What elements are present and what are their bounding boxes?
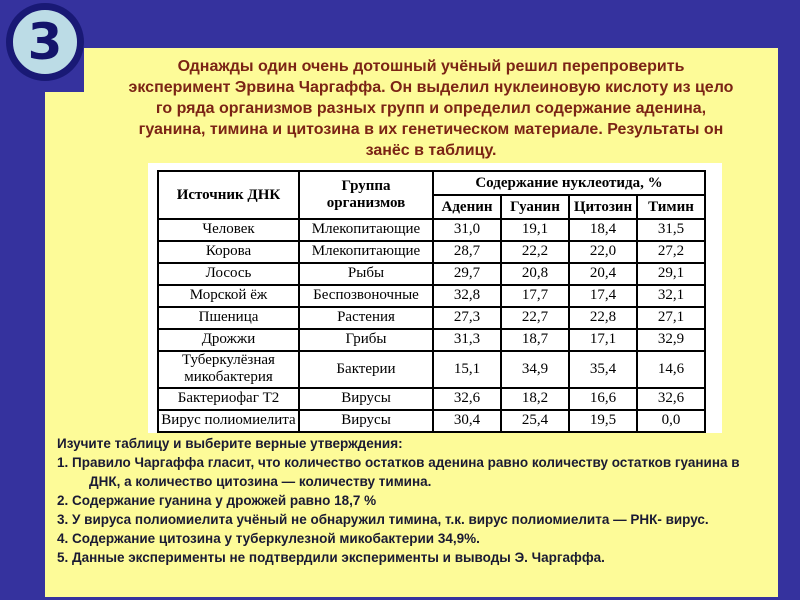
cell-thymine: 32,1: [637, 285, 705, 307]
cell-thymine: 32,6: [637, 388, 705, 410]
table-row: [158, 410, 705, 432]
col-header-adenine: Аденин: [433, 195, 501, 219]
cell-source: Дрожжи: [158, 329, 299, 351]
cell-source: Бактериофаг Т2: [158, 388, 299, 410]
intro-paragraph: [87, 56, 775, 161]
cell-adenine: 32,6: [433, 388, 501, 410]
table-row: [158, 285, 705, 307]
cell-guanine: 18,2: [501, 388, 569, 410]
statement-item-3: 3. У вируса полиомиелита учёный не обнаружил тимина, т.к. вирус полиомиелита — РНК- вирус.: [57, 512, 709, 527]
statement-item-2: 2. Содержание гуанина у дрожжей равно 18,7 %: [57, 493, 377, 508]
cell-group: Вирусы: [299, 410, 433, 432]
table-row: [158, 307, 705, 329]
cell-source: Лосось: [158, 263, 299, 285]
intro-line: гуанина, тимина и цитозина в их генетическом материале. Результаты он: [138, 121, 724, 138]
cell-guanine: 22,7: [501, 307, 569, 329]
table-header-row: [158, 171, 705, 195]
cell-thymine: 32,9: [637, 329, 705, 351]
statement-item-1: 1. Правило Чаргаффа гласит, что количество остатков аденина равно количеству остатков гуанина в ДНК, а количество цитозина — количеству тимина.: [57, 455, 740, 489]
col-header-group: Группа организмов: [299, 171, 433, 219]
cell-thymine: 27,2: [637, 241, 705, 263]
statement-item-5: 5. Данные эксперименты не подтвердили эксперименты и выводы Э. Чаргаффа.: [57, 550, 605, 565]
cell-guanine: 18,7: [501, 329, 569, 351]
cell-guanine: 19,1: [501, 219, 569, 241]
cell-cytosine: 22,8: [569, 307, 637, 329]
cell-thymine: 31,5: [637, 219, 705, 241]
table-row: [158, 351, 705, 388]
cell-source: Морской ёж: [158, 285, 299, 307]
statements-list: [57, 434, 773, 567]
slide-number: 3: [27, 13, 63, 71]
col-header-content: Содержание нуклеотида, %: [433, 171, 705, 195]
cell-guanine: 34,9: [501, 351, 569, 388]
cell-source: Вирус полиомиелита: [158, 410, 299, 432]
cell-adenine: 28,7: [433, 241, 501, 263]
cell-adenine: 31,3: [433, 329, 501, 351]
cell-source: Пшеница: [158, 307, 299, 329]
cell-cytosine: 22,0: [569, 241, 637, 263]
cell-adenine: 15,1: [433, 351, 501, 388]
cell-thymine: 29,1: [637, 263, 705, 285]
cell-group: Млекопитающие: [299, 241, 433, 263]
table-row: [158, 329, 705, 351]
cell-adenine: 31,0: [433, 219, 501, 241]
cell-adenine: 30,4: [433, 410, 501, 432]
cell-group: Растения: [299, 307, 433, 329]
cell-thymine: 0,0: [637, 410, 705, 432]
cell-group: Млекопитающие: [299, 219, 433, 241]
cell-source: Человек: [158, 219, 299, 241]
cell-group: Грибы: [299, 329, 433, 351]
intro-line: занёс в таблицу.: [365, 142, 497, 159]
cell-cytosine: 19,5: [569, 410, 637, 432]
nucleotide-table: [157, 170, 706, 433]
cell-guanine: 17,7: [501, 285, 569, 307]
intro-line: Однажды один очень дотошный учёный решил перепроверить: [177, 58, 685, 75]
col-header-thymine: Тимин: [637, 195, 705, 219]
cell-adenine: 29,7: [433, 263, 501, 285]
table-row: [158, 263, 705, 285]
cell-cytosine: 20,4: [569, 263, 637, 285]
cell-group: Бактерии: [299, 351, 433, 388]
col-header-guanine: Гуанин: [501, 195, 569, 219]
cell-adenine: 27,3: [433, 307, 501, 329]
cell-cytosine: 17,4: [569, 285, 637, 307]
cell-cytosine: 17,1: [569, 329, 637, 351]
content-panel: [45, 48, 778, 597]
col-header-source: Источник ДНК: [158, 171, 299, 219]
table-row: [158, 241, 705, 263]
slide-number-badge: [6, 3, 84, 81]
cell-thymine: 14,6: [637, 351, 705, 388]
cell-group: Беспозвоночные: [299, 285, 433, 307]
statement-item-4: 4. Содержание цитозина у туберкулезной микобактерии 34,9%.: [57, 531, 480, 546]
cell-group: Рыбы: [299, 263, 433, 285]
col-header-cytosine: Цитозин: [569, 195, 637, 219]
intro-line: го ряда организмов разных групп и определил содержание аденина,: [155, 100, 707, 117]
cell-source: Корова: [158, 241, 299, 263]
table-row: [158, 388, 705, 410]
cell-cytosine: 18,4: [569, 219, 637, 241]
cell-guanine: 25,4: [501, 410, 569, 432]
table-image-panel: [148, 163, 722, 433]
statements-heading: Изучите таблицу и выберите верные утверждения:: [57, 436, 403, 451]
cell-guanine: 20,8: [501, 263, 569, 285]
intro-line: эксперимент Эрвина Чаргаффа. Он выделил нуклеиновую кислоту из цело: [128, 79, 734, 96]
cell-cytosine: 16,6: [569, 388, 637, 410]
cell-thymine: 27,1: [637, 307, 705, 329]
cell-cytosine: 35,4: [569, 351, 637, 388]
cell-guanine: 22,2: [501, 241, 569, 263]
table-row: [158, 219, 705, 241]
cell-group: Вирусы: [299, 388, 433, 410]
cell-adenine: 32,8: [433, 285, 501, 307]
cell-source: Туберкулёзная микобактерия: [158, 351, 299, 388]
